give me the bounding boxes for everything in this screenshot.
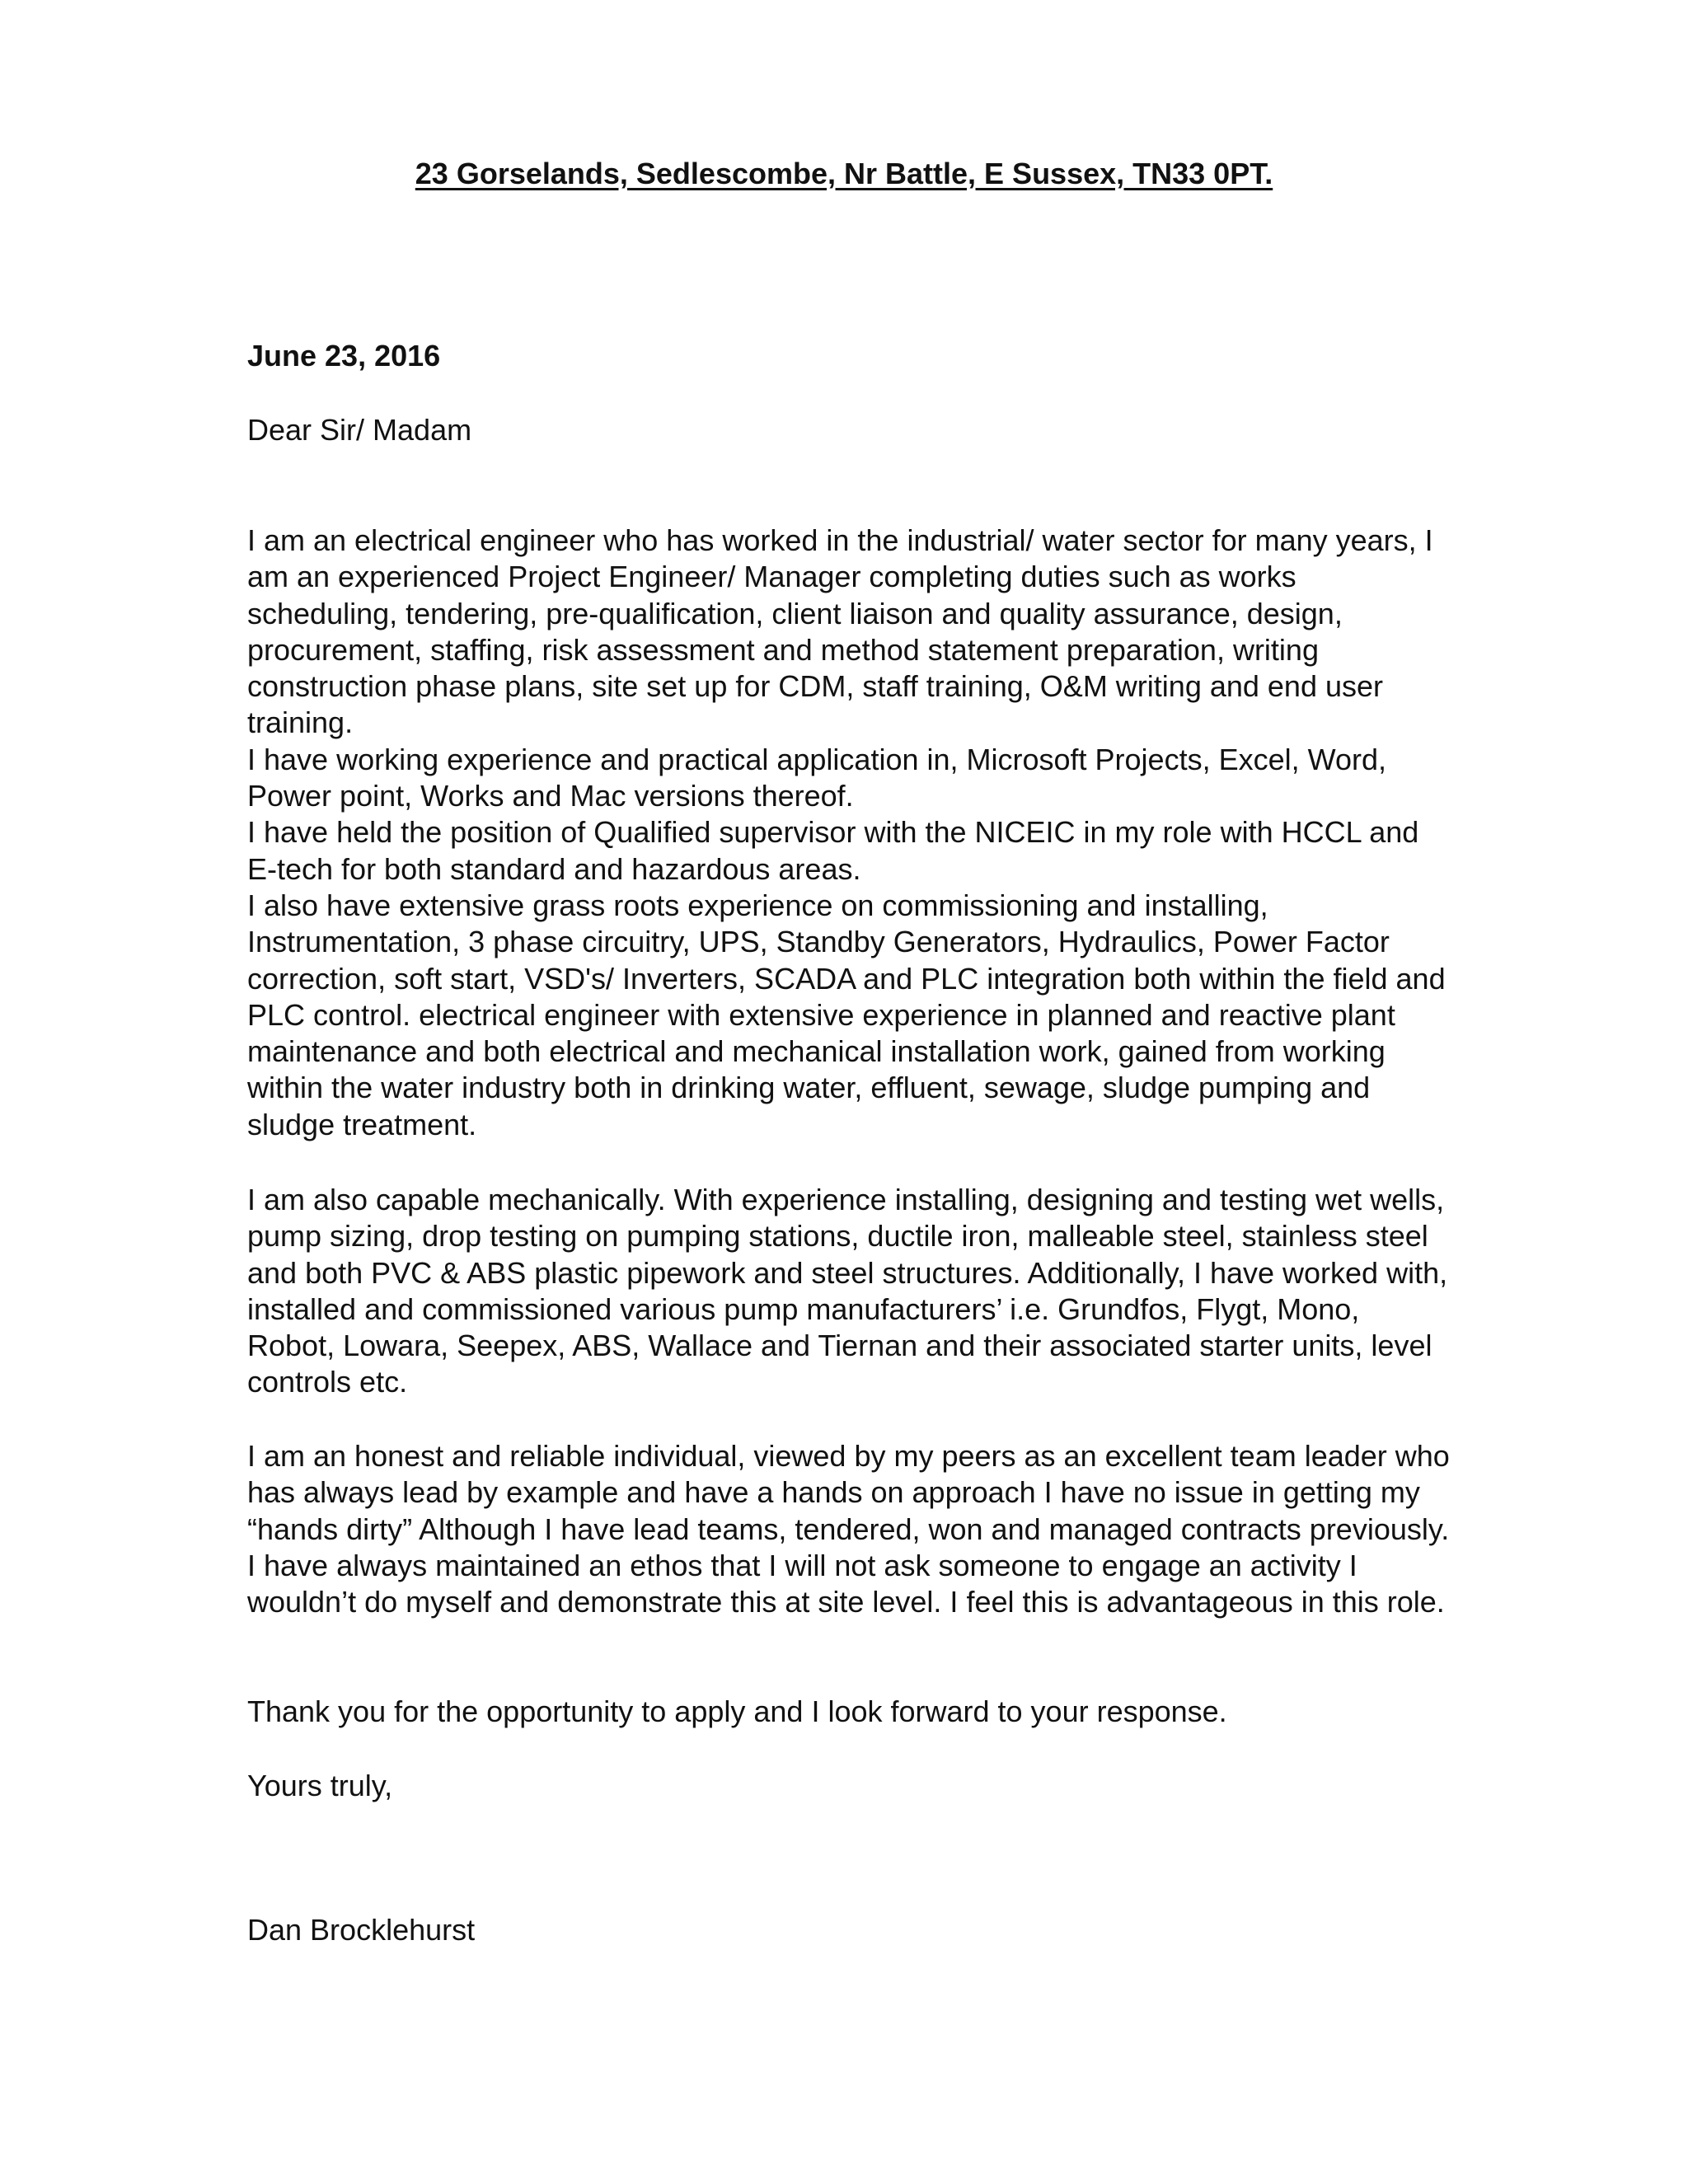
signoff: Yours truly, [247,1769,393,1802]
paragraph-mechanical [247,1182,1451,1401]
closing-sentence: Thank you for the opportunity to apply and I look forward to your response. [247,1694,1227,1728]
paragraph-personal-text: I am an honest and reliable individual, viewed by my peers as an excellent team leader who has always lead by example and have a hands on approach I have no issue in getting my “hands dirty” Although I have lead teams, tendered, won and managed contracts previously. I have always maintained an ethos that I will not ask someone to engage an activity I wouldn’t do myself and demonstrate this at site level. I feel this is advantageous in this role. [247,1439,1450,1619]
paragraph-personal [247,1438,1451,1620]
letter-date: June 23, 2016 [247,339,441,373]
paragraph-experience-line-1: I am an electrical engineer who has worked in the industrial/ water sector for many years, I am an experienced Project Engineer/ Manager completing duties such as works scheduling, tendering, pre-qualification, client liaison and quality assurance, design, procurement, staffing, risk assessment and method statement preparation, writing construction phase plans, site set up for CDM, staff training, O&M writing and end user training. [247,523,1433,740]
paragraph-experience [247,523,1451,1143]
paragraph-mechanical-text: I am also capable mechanically. With experience installing, designing and testing wet wells, pump sizing, drop testing on pumping stations, ductile iron, malleable steel, stainless steel and both PVC & ABS plastic pipework and steel structures. Additionally, I have worked with, installed and commissioned various pump manufacturers’ i.e. Grundfos, Flygt, Mono, Robot, Lowara, Seepex, ABS, Wallace and Tiernan and their associated starter units, level controls etc. [247,1183,1448,1399]
signature-name: Dan Brocklehurst [247,1913,476,1947]
paragraph-experience-line-3: I have held the position of Qualified supervisor with the NICEIC in my role with HCCL and E-tech for both standard and hazardous areas. [247,815,1419,886]
salutation: Dear Sir/ Madam [247,413,472,447]
paragraph-experience-line-4: I also have extensive grass roots experience on commissioning and installing, Instrumentation, 3 phase circuitry, UPS, Standby Generators, Hydraulics, Power Factor correction, soft start, VSD's/ Inverters, SCADA and PLC integration both within the field and PLC control. electrical engineer with extensive experience in planned and reactive plant maintenance and both electrical and mechanical installation work, gained from working within the water industry both in drinking water, effluent, sewage, sludge pumping and sludge treatment. [247,888,1446,1141]
sender-address: 23 Gorselands, Sedlescombe, Nr Battle, E Sussex, TN33 0PT. [415,157,1273,190]
paragraph-experience-line-2: I have working experience and practical application in, Microsoft Projects, Excel, Word, Power point, Works and Mac versions thereof. [247,742,1386,813]
